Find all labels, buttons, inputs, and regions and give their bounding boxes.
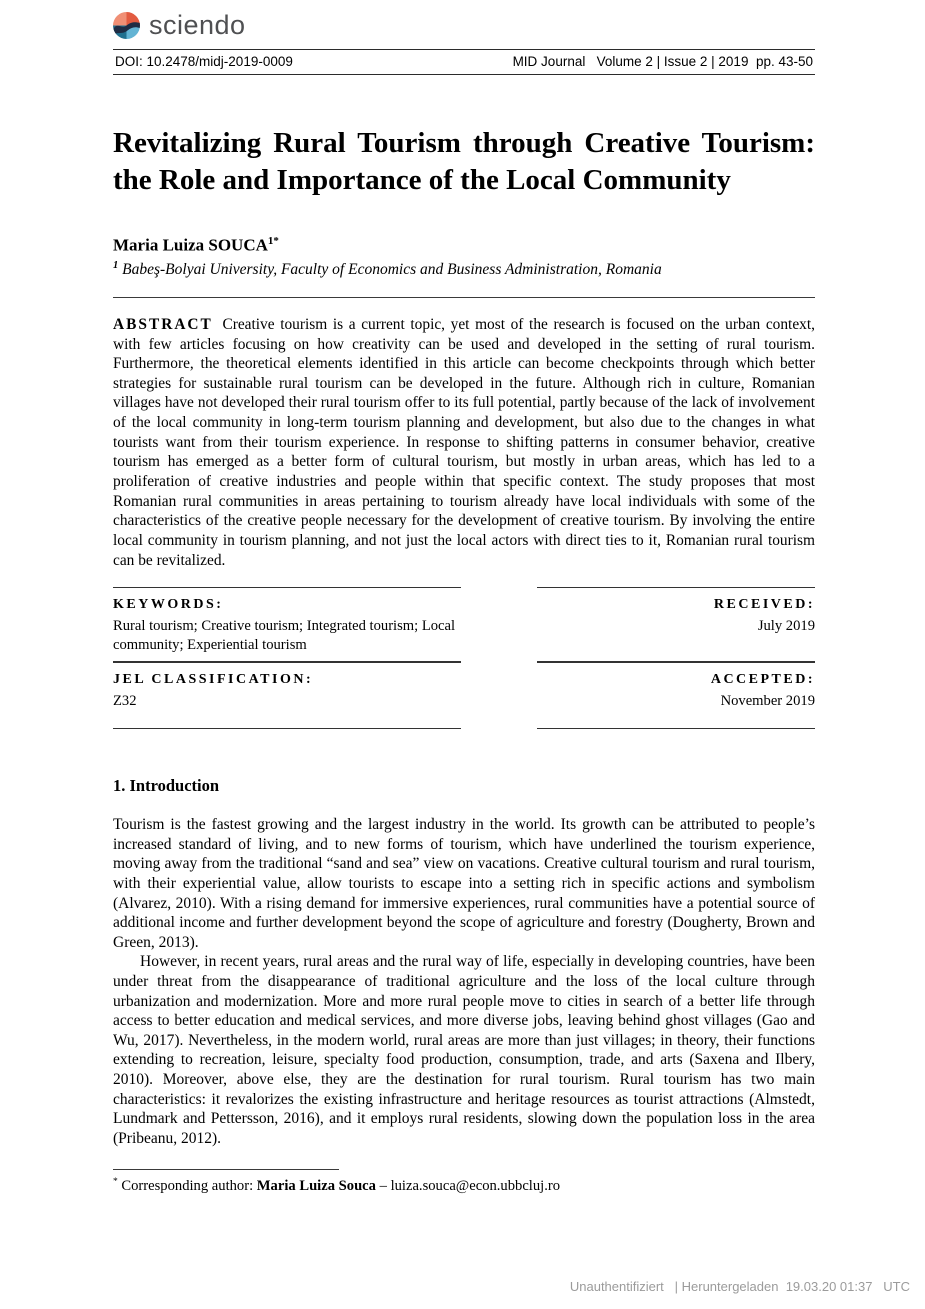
author-name: Maria Luiza SOUCA xyxy=(113,235,268,255)
accepted-value: November 2019 xyxy=(720,693,815,710)
publisher-logo-text: sciendo xyxy=(149,10,246,40)
abstract xyxy=(113,315,815,570)
journal-info: MID Journal Volume 2 | Issue 2 | 2019 pp. 43-50 xyxy=(512,54,813,69)
abstract-text: Creative tourism is a current topic, yet most of the research is focused on the urban context, with few articles focusing on how creativity can be used and developed in the setting of rural tourism. Furthermore, the theoretical elements identified in this article can become checkpoints through which better strategies for sustainable rural tourism can be developed in the future. Although rich in culture, Romanian villages have not developed their rural tourism offer to its full potential, partly because of the lack of involvement of the local community in long-term tourism planning and development, but also due to the changes in what tourists want from their tourism experience. In response to shifting patterns in consumer behavior, creative tourism has emerged as a better form of cultural tourism, but mostly in urban areas, which has led to a proliferation of creative industries and people within that specific context. The study proposes that most Romanian rural communities in areas pertaining to tourism already have local individuals with some of the characteristics of the creative people necessary for the development of creative tourism. By involving the entire local community in tourism planning, and not just the local actors with direct ties to it, Romanian rural tourism can be revitalized. xyxy=(113,315,815,569)
affiliation xyxy=(113,260,815,279)
abstract-label: ABSTRACT xyxy=(113,315,213,333)
intro-paragraph-2: However, in recent years, rural areas and the rural way of life, especially in developing countries, have been under threat from the disappearance of traditional agriculture and the loss of the local culture through urbanization and modernization. More and more rural people move to cities in search of a better life through access to better education and medical services, and more diverse jobs, leaving behind ghost villages (Gao and Wu, 2017). Nevertheless, in the modern world, rural areas are more than just villages; in theory, their functions extending to recreation, leisure, specialty food production, consumption, trade, and arts (Saxena and Ilbery, 2010). Moreover, above else, they are the destination for rural tourism. Rural tourism has two main characteristics: it revalorizes the existing infrastructure and heritage resources as tourist attractions (Almstedt, Lundmark and Pettersson, 2016), and it employs rural residents, slowing down the population loss in the area (Pribeanu, 2012). xyxy=(113,953,815,1147)
jel-value: Z32 xyxy=(113,693,137,710)
doi-bar xyxy=(113,49,815,75)
sciendo-logo-icon xyxy=(113,12,140,39)
article-title: Revitalizing Rural Tourism through Creative Tourism: the Role and Importance of the Local Community xyxy=(113,127,815,196)
meta-right-column xyxy=(537,587,815,729)
footnote-text xyxy=(113,1177,815,1195)
received-label: RECEIVED: xyxy=(713,597,815,613)
author-line xyxy=(113,235,815,256)
jel-block xyxy=(113,661,461,728)
received-value: July 2019 xyxy=(757,618,815,635)
footnote-marker: * xyxy=(113,1177,118,1188)
accepted-label: ACCEPTED: xyxy=(710,672,815,688)
keywords-label: KEYWORDS: xyxy=(113,597,224,613)
keywords-block xyxy=(113,587,461,661)
intro-paragraph-1: Tourism is the fastest growing and the largest industry in the world. Its growth can be attributed to people’s increased standard of living, and to new forms of tourism, which have underlined the tourism experience, moving away from the traditional “sand and sea” view on vacations. Creative cultural tourism and rural tourism, with their experiential value, allow tourists to escape into a setting rich in specific actions and symbolism (Alvarez, 2010). With a rising demand for immersive experiences, rural communities have a potential source of additional income and further development beyond the scope of agriculture and forestry (Dougherty, Brown and Green, 2013). xyxy=(113,816,815,951)
article-meta xyxy=(113,587,815,729)
jel-label: JEL CLASSIFICATION: xyxy=(113,672,314,688)
publisher-logo xyxy=(0,0,925,47)
meta-left-column xyxy=(113,587,461,729)
footnote-author-name: Maria Luiza Souca xyxy=(256,1178,376,1195)
download-stamp: Unauthentifiziert | Heruntergeladen 19.03.20 01:37 UTC xyxy=(569,1279,910,1294)
affiliation-marker: 1 xyxy=(113,259,119,271)
section-heading-introduction: 1. Introduction xyxy=(113,776,220,796)
accepted-block xyxy=(537,661,815,728)
doi-text: DOI: 10.2478/midj-2019-0009 xyxy=(115,54,293,69)
footnote-prefix: Corresponding author: xyxy=(117,1178,257,1195)
footnote-divider xyxy=(113,1169,339,1170)
footnote xyxy=(113,1169,815,1195)
received-block xyxy=(537,587,815,661)
divider-above-abstract xyxy=(113,297,815,298)
keywords-value: Rural tourism; Creative tourism; Integrated tourism; Local community; Experiential tourism xyxy=(113,618,456,654)
corresponding-author-email-link[interactable]: luiza.souca@econ.ubbcluj.ro xyxy=(390,1178,561,1195)
footnote-separator: – xyxy=(375,1178,391,1195)
author-marker: 1* xyxy=(267,235,279,248)
affiliation-text: Babeş-Bolyai University, Faculty of Economics and Business Administration, Romania xyxy=(118,260,662,278)
